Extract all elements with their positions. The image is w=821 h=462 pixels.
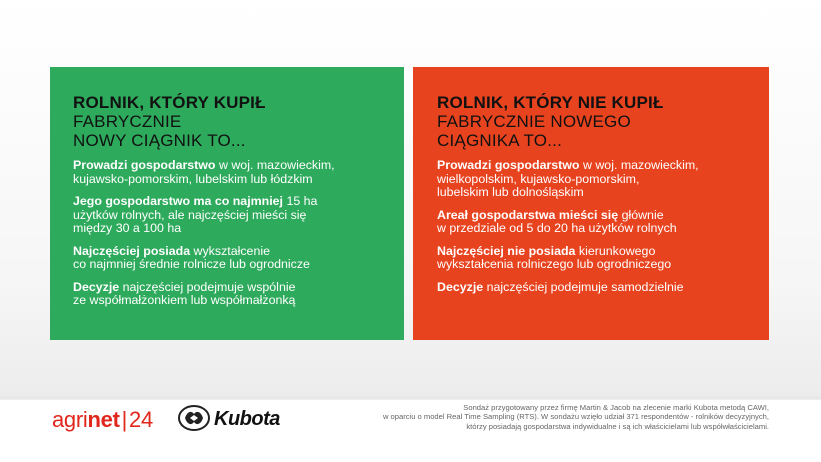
item-text: wielkopolskim, kujawsko-pomorskim, xyxy=(437,171,640,186)
right-panel-subtitle-1: FABRYCZNIE NOWEGO xyxy=(437,112,631,131)
item-text: w woj. mazowieckim, xyxy=(579,158,699,172)
right-panel xyxy=(413,67,769,340)
item-text: wykształcenie xyxy=(190,243,270,258)
item-bold: Najczęściej posiada xyxy=(73,243,191,258)
item-text: kujawsko-pomorskim, lubelskim lub łódzkim xyxy=(73,171,313,186)
kubota-logo xyxy=(178,403,296,438)
item-text: między 30 a 100 ha xyxy=(73,221,182,235)
left-panel-subtitle-2: NOWY CIĄGNIK TO... xyxy=(73,131,246,150)
left-item-2 xyxy=(73,195,384,236)
survey-note-line: w oparciu o model Real Time Sampling (RTS). W sondażu wzięło udział 371 respondentów - rolników decyzyjnych, xyxy=(382,412,769,422)
right-item-1 xyxy=(437,159,749,200)
item-text: co najmniej średnie rolnicze lub ogrodnicze xyxy=(73,257,310,271)
agrinet-logo xyxy=(52,407,153,433)
item-bold: Prowadzi gospodarstwo xyxy=(437,158,580,172)
item-text: 15 ha xyxy=(283,194,318,208)
item-text: w woj. mazowieckim, xyxy=(215,158,335,172)
left-panel-list xyxy=(73,159,384,308)
item-text: użytków rolnych, ale najczęściej mieści się xyxy=(73,207,307,222)
survey-note-line: Sondaż przygotowany przez firmę Martin & Jacob na zlecenie marki Kubota metodą CAWI, xyxy=(463,403,769,412)
item-bold: Areał gospodarstwa mieści się xyxy=(437,207,619,222)
footer-divider xyxy=(0,397,821,398)
right-item-3 xyxy=(437,245,749,272)
item-bold: Decyzje xyxy=(73,279,120,294)
agrinet-logo-agri: agri xyxy=(52,407,88,432)
kubota-logo-mark xyxy=(178,403,296,433)
left-item-4 xyxy=(73,281,384,308)
item-text: najczęściej podejmuje wspólnie xyxy=(119,279,296,294)
right-panel-title: ROLNIK, KTÓRY NIE KUPIŁ xyxy=(437,93,664,112)
right-item-2 xyxy=(437,209,749,236)
item-text: w przedziale od 5 do 20 ha użytków rolnych xyxy=(437,221,677,235)
item-text: najczęściej podejmuje samodzielnie xyxy=(483,279,684,294)
survey-note-line: którzy posiadają gospodarstwa indywidualne i są ich właścicielami lub współwłaścicielami. xyxy=(466,421,769,431)
left-panel xyxy=(50,67,404,340)
item-text: ze współmałżonkiem lub współmałżonką xyxy=(73,293,296,307)
item-text: głównie xyxy=(618,207,664,222)
left-panel-title: ROLNIK, KTÓRY KUPIŁ xyxy=(73,93,266,112)
agrinet-logo-separator: | xyxy=(121,407,128,432)
survey-note xyxy=(349,403,769,431)
left-item-3 xyxy=(73,245,384,272)
left-item-1 xyxy=(73,159,384,186)
item-text: wykształcenia rolniczego lub ogrodniczego xyxy=(437,257,672,271)
agrinet-logo-net: net xyxy=(87,407,120,432)
item-bold: Najczęściej nie posiada xyxy=(437,243,576,258)
item-bold: Decyzje xyxy=(437,279,484,294)
kubota-logo-text: Kubota xyxy=(214,408,280,430)
right-panel-list xyxy=(437,159,749,294)
item-bold: Jego gospodarstwo ma co najmniej xyxy=(73,194,283,208)
right-panel-subtitle-2: CIĄGNIKA TO... xyxy=(437,131,562,150)
item-text: lubelskim lub dolnośląskim xyxy=(437,185,584,199)
item-bold: Prowadzi gospodarstwo xyxy=(73,158,216,172)
left-panel-subtitle-1: FABRYCZNIE xyxy=(73,112,182,131)
agrinet-logo-number: 24 xyxy=(129,407,153,432)
item-text: kierunkowego xyxy=(575,243,656,258)
right-item-4 xyxy=(437,281,749,295)
